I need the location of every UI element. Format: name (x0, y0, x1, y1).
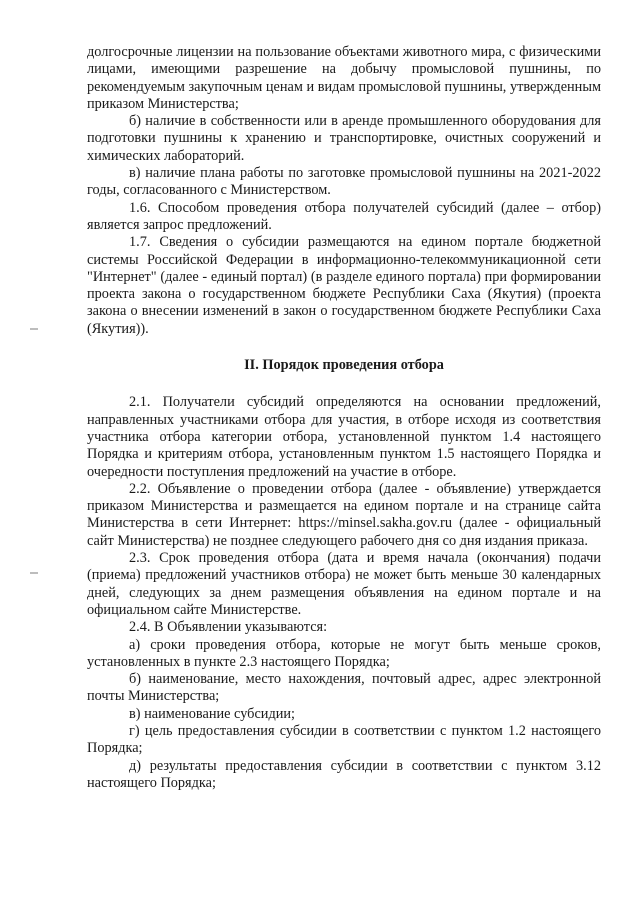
scan-mark (30, 328, 38, 330)
paragraph-2-2: 2.2. Объявление о проведении отбора (далее - объявление) утверждается приказом Министерства и размещается на едином портале и на странице сайта Министерства в сети Интернет: https://minsel.sakha.gov.ru (далее - официальный сайт Министерства) не позднее следующего рабочего дня со дня издания приказа. (87, 480, 601, 549)
list-item-g: г) цель предоставления субсидии в соответствии с пунктом 1.2 настоящего Порядка; (87, 722, 601, 757)
paragraph-2-4: 2.4. В Объявлении указываются: (129, 619, 328, 636)
list-item-d: д) результаты предоставления субсидии в соответствии с пунктом 3.12 настоящего Порядка; (87, 757, 601, 791)
paragraph-1-6: 1.6. Способом проведения отбора получателей субсидий (далее – отбор) является запрос предложений. (87, 199, 601, 233)
document-body (87, 44, 601, 792)
paragraph-v: в) наличие плана работы по заготовке промысловой пушнины на 2021-2022 годы, согласованного с Министерством. (87, 165, 601, 199)
scan-mark (30, 572, 38, 574)
section-heading: II. Порядок проведения отбора (244, 357, 444, 374)
paragraph-b: б) наличие в собственности или в аренде промышленного оборудования для подготовки пушнины к хранению и транспортировке, очистных сооружений и химических лабораторий. (87, 113, 601, 164)
list-item-a: а) сроки проведения отбора, которые не могут быть меньше сроков, установленных в пункте 2.3 настоящего Порядка; (87, 636, 601, 670)
list-item-v: в) наименование субсидии; (129, 705, 295, 722)
paragraph-2-1: 2.1. Получатели субсидий определяются на основании предложений, направленных участниками отбора для участия, в отборе исходя из соответствия участника отбора категории отбора, установленной пунктом 1.4 настоящего Порядка и критериям отбора, установленным пунктом 1.5 настоящего Порядка и очередности поступления предложений на участие в отборе. (87, 394, 601, 480)
paragraph-continuation: долгосрочные лицензии на пользование объектами животного мира, с физическими лицами, имеющими разрешение на добычу промысловой пушнины, по рекомендуемым закупочным ценам и видам промысловой пушнины, утвержденным приказом Министерства; (87, 44, 601, 112)
list-item-b: б) наименование, место нахождения, почтовый адрес, адрес электронной почты Министерства; (87, 671, 601, 705)
paragraph-1-7: 1.7. Сведения о субсидии размещаются на едином портале бюджетной системы Российской Федерации в информационно-телекоммуникационной сети "Интернет" (далее - единый портал) (в разделе единого портала) при формировании проекта закона о государственном бюджете Республики Саха (Якутия) (проекта закона о внесении изменений в закон о государственном бюджете Республики Саха (Якутия)). (87, 234, 601, 337)
paragraph-2-3: 2.3. Срок проведения отбора (дата и время начала (окончания) подачи (приема) предложений участников отбора) не может быть меньше 30 календарных дней, следующих за днем размещения объявления на едином портале и на официальном сайте Министерстве. (87, 550, 601, 618)
